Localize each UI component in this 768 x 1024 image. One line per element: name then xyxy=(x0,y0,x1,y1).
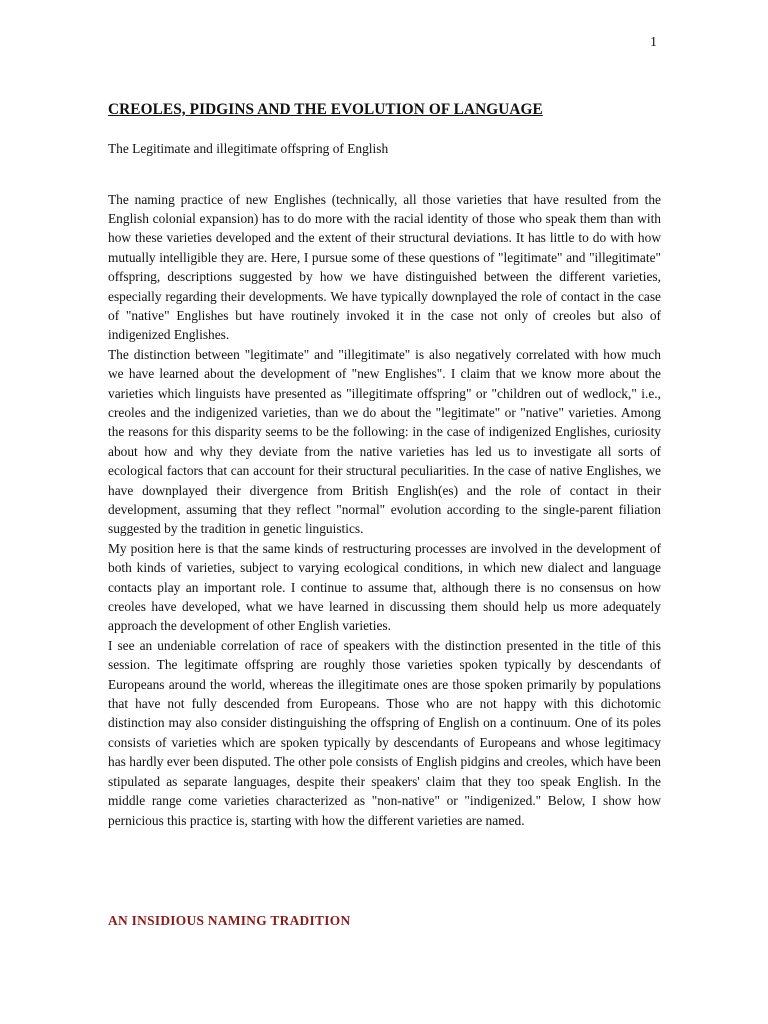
document-subtitle: The Legitimate and illegitimate offspring of English xyxy=(108,141,389,156)
document-title: CREOLES, PIDGINS AND THE EVOLUTION OF LANGUAGE xyxy=(108,101,543,118)
body-text xyxy=(108,190,661,830)
section-heading: AN INSIDIOUS NAMING TRADITION xyxy=(108,913,351,928)
paragraph-4: I see an undeniable correlation of race of speakers with the distinction presented in the title of this session. The legitimate offspring are roughly those varieties spoken typically by descendants of Europeans around the world, whereas the illegitimate ones are those spoken primarily by populations that have not fully descended from Europeans. Those who are not happy with this dichotomic distinction may also consider distinguishing the offspring of English on a continuum. One of its poles consists of varieties which are spoken typically by descendants of Europeans and whose legitimacy has hardly ever been disputed. The other pole consists of English pidgins and creoles, which have been stipulated as separate languages, despite their speakers' claim that they too speak English. In the middle range come varieties characterized as "non-native" or "indigenized." Below, I show how pernicious this practice is, starting with how the different varieties are named. xyxy=(108,637,661,828)
paragraph-1: The naming practice of new Englishes (technically, all those varieties that have resulted from the English colonial expansion) has to do more with the racial identity of those who speak them than with how these varieties developed and the extent of their structural deviations. It has little to do with how mutually intelligible they are. Here, I pursue some of these questions of "legitimate" and "illegitimate" offspring, descriptions suggested by how we have distinguished between the different varieties, especially regarding their developments. We have typically downplayed the role of contact in the case of "native" Englishes but have routinely invoked it in the case not only of creoles but also of indigenized Englishes. xyxy=(108,191,661,343)
paragraph-2: The distinction between "legitimate" and "illegitimate" is also negatively correlated with how much we have learned about the development of "new Englishes". I claim that we know more about the varieties which linguists have presented as "illegitimate offspring" or "children out of wedlock," i.e., creoles and the indigenized varieties, than we do about the "legitimate" or "native" varieties. Among the reasons for this disparity seems to be the following: in the case of indigenized Englishes, curiosity about how and why they deviate from the native varieties has led us to investigate all sorts of ecological factors that can account for their structural peculiarities. In the case of native Englishes, we have downplayed their divergence from British English(es) and the role of contact in their development, assuming that they reflect "normal" evolution according to the single-parent filiation suggested by the tradition in genetic linguistics. xyxy=(108,346,661,537)
paragraph-3: My position here is that the same kinds of restructuring processes are involved in the development of both kinds of varieties, subject to varying ecological conditions, in which new dialect and language contacts play an important role. I continue to assume that, although there is no consensus on how creoles have developed, what we have learned in discussing them should help us more adequately approach the development of other English varieties. xyxy=(108,540,661,634)
page-number: 1 xyxy=(650,35,657,50)
